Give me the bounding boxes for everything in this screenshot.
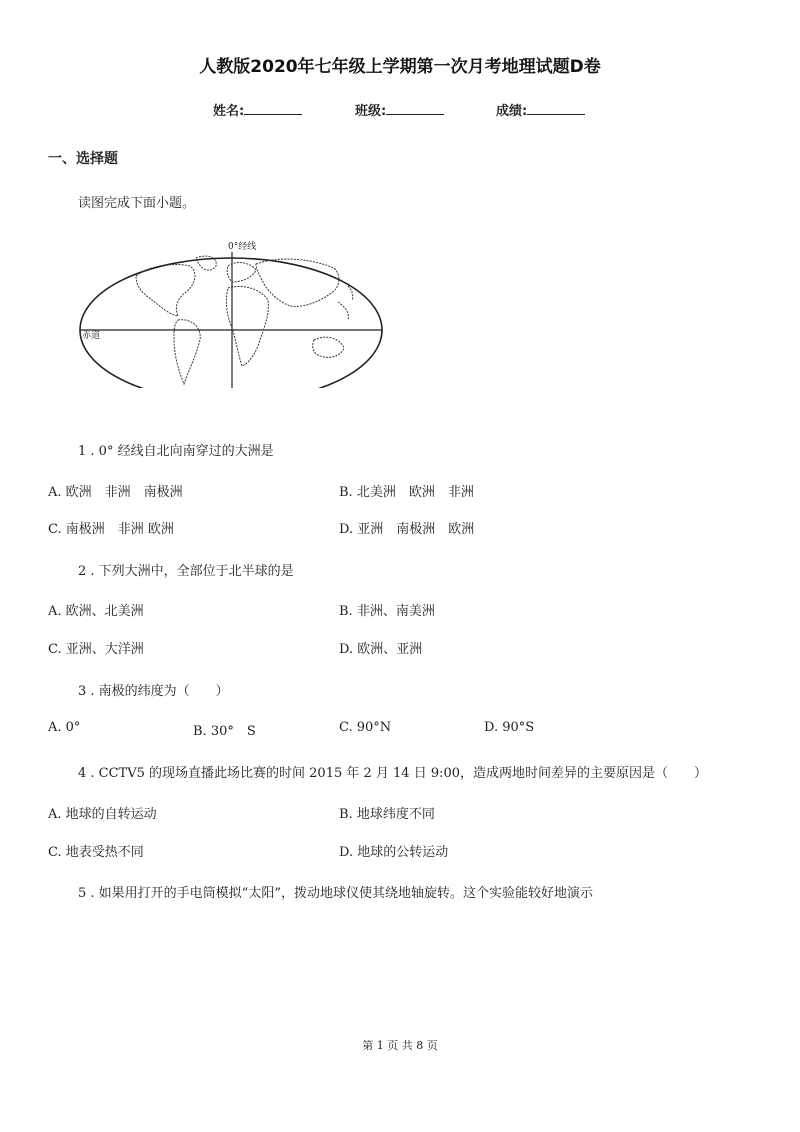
question-4-option-a[interactable]: A. 地球的自转运动 (48, 807, 157, 822)
question-4-option-c[interactable]: C. 地表受热不同 (48, 845, 144, 860)
question-4-stem: 4 . CCTV5 的现场直播此场比赛的时间 2015 年 2 月 14 日 9:00，造成两地时间差异的主要原因是（ ） (78, 766, 708, 781)
continent-outlines (136, 256, 353, 384)
equator-label: 赤道 (82, 331, 101, 341)
world-map-figure (78, 236, 384, 388)
question-3-option-c[interactable]: C. 90°N (339, 720, 392, 735)
map-outline (80, 258, 382, 388)
question-2-option-d[interactable]: D. 欧洲、亚洲 (339, 642, 423, 657)
section-title: 一、选择题 (48, 151, 118, 167)
africa-shape (226, 287, 268, 367)
question-4-option-d[interactable]: D. 地球的公转运动 (339, 845, 449, 860)
intro-text: 读图完成下面小题。 (78, 196, 196, 211)
question-3-option-a[interactable]: A. 0° (48, 720, 81, 735)
australia-shape (313, 337, 344, 357)
question-5-stem: 5 . 如果用打开的手电筒模拟“太阳”，拨动地球仪使其绕地轴旋转。这个实验能较好地演示 (78, 886, 593, 901)
class-blank (386, 102, 444, 115)
south-america-shape (174, 320, 200, 384)
island-chain (338, 302, 348, 320)
question-3-option-b[interactable]: B. 30° S (193, 724, 256, 739)
question-1-option-b[interactable]: B. 北美洲 欧洲 非洲 (339, 485, 474, 500)
score-label: 成绩: (496, 104, 528, 119)
question-1-option-a[interactable]: A. 欧洲 非洲 南极洲 (48, 485, 183, 500)
meridian-label: 0°经线 (228, 242, 257, 252)
page-title: 人教版2020年七年级上学期第一次月考地理试题D卷 (199, 57, 601, 77)
north-america-shape (136, 264, 195, 316)
question-3-option-d[interactable]: D. 90°S (484, 720, 535, 735)
question-1-stem: 1 . 0° 经线自北向南穿过的大洲是 (78, 444, 274, 459)
question-3-stem: 3 . 南极的纬度为（ ） (78, 684, 229, 699)
question-4-option-b[interactable]: B. 地球纬度不同 (339, 807, 435, 822)
question-2-option-c[interactable]: C. 亚洲、大洋洲 (48, 642, 144, 657)
name-blank (244, 102, 302, 115)
asia-shape (256, 259, 339, 306)
class-field (355, 100, 444, 119)
name-label: 姓名: (213, 104, 245, 119)
class-label: 班级: (355, 104, 387, 119)
page-footer: 第 1 页 共 8 页 (362, 1039, 438, 1052)
score-field (496, 100, 585, 119)
score-blank (527, 102, 585, 115)
question-2-stem: 2 . 下列大洲中，全部位于北半球的是 (78, 564, 294, 579)
japan-islands (348, 286, 353, 300)
name-field (213, 100, 302, 119)
question-1-option-d[interactable]: D. 亚洲 南极洲 欧洲 (339, 522, 475, 537)
question-2-option-a[interactable]: A. 欧洲、北美洲 (48, 604, 144, 619)
question-1-option-c[interactable]: C. 南极洲 非洲 欧洲 (48, 522, 174, 537)
question-2-option-b[interactable]: B. 非洲、南美洲 (339, 604, 435, 619)
